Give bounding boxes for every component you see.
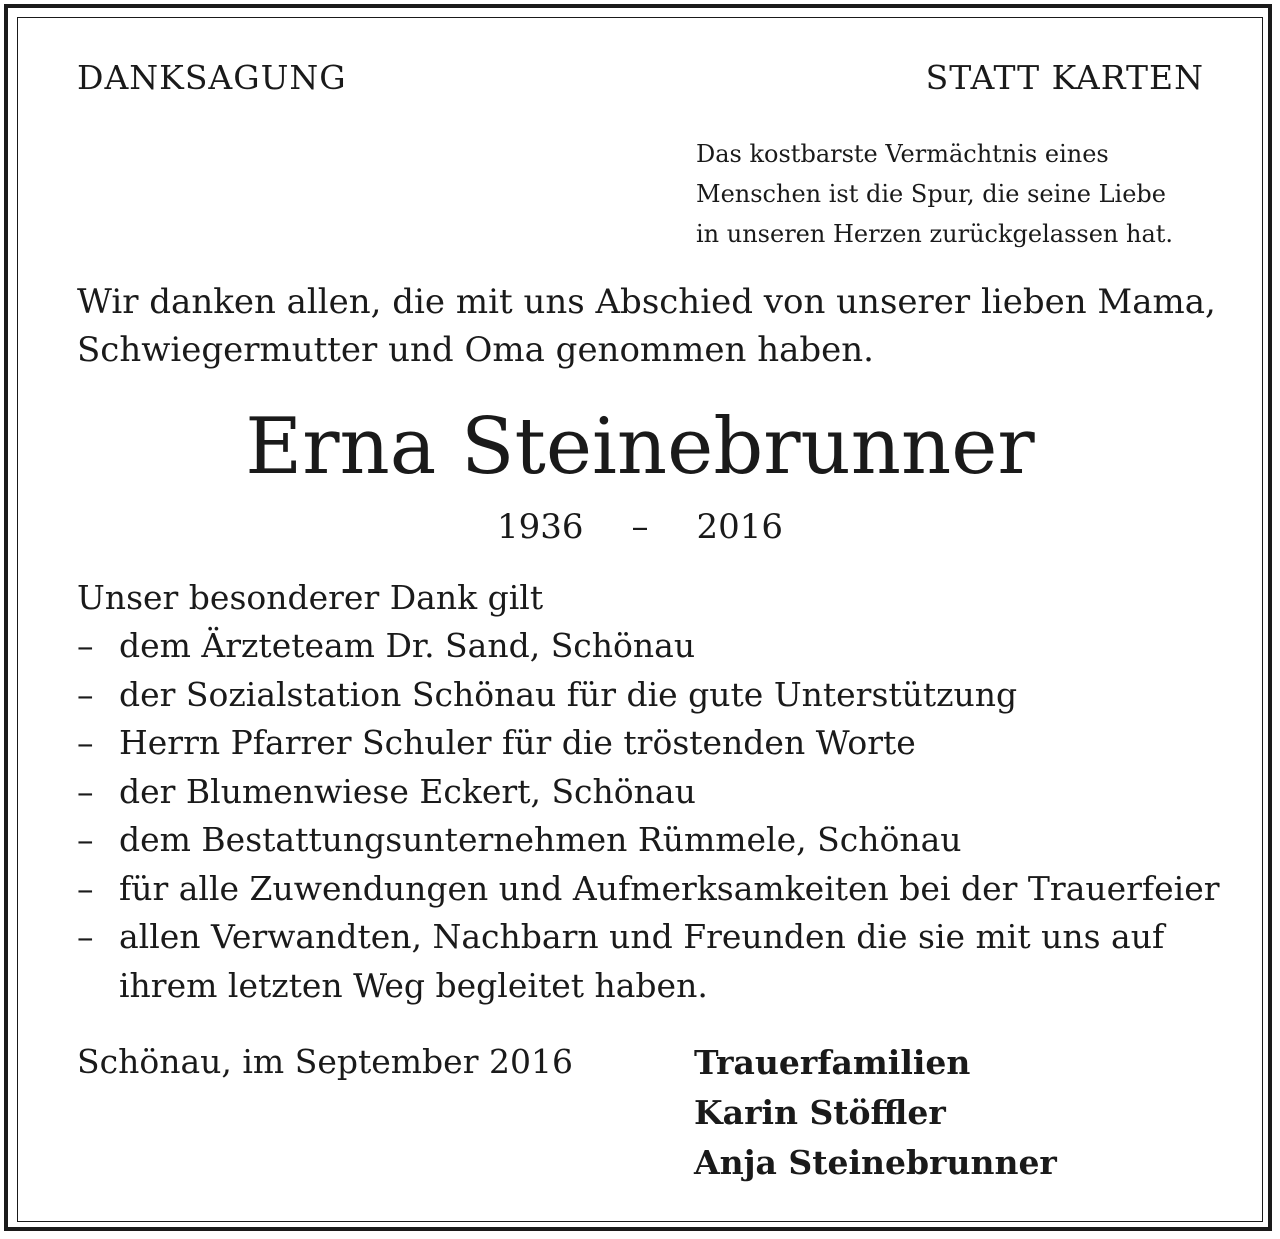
signers xyxy=(694,1038,1057,1188)
thanks-item-line: für alle Zuwendungen und Aufmerksamkeiten bei der Trauerfeier xyxy=(119,868,1220,908)
thanks-item xyxy=(77,768,1220,817)
thanks-item-line: dem Ärzteteam Dr. Sand, Schönau xyxy=(119,626,696,665)
thanks-item xyxy=(77,913,1220,1010)
thanks-item-line: allen Verwandten, Nachbarn und Freunden die sie mit uns auf xyxy=(119,917,1165,956)
dash-bullet: – xyxy=(77,674,94,714)
thanks-item-text xyxy=(119,671,1220,720)
signer: Anja Steinebrunner xyxy=(694,1143,1057,1182)
header-statt-karten: STATT KARTEN xyxy=(925,58,1204,97)
life-years xyxy=(0,505,1280,549)
header-danksagung: DANKSAGUNG xyxy=(77,58,347,97)
deceased-name: Erna Steinebrunner xyxy=(245,402,1035,492)
thanks-item-line: der Blumenwiese Eckert, Schönau xyxy=(119,771,696,811)
intro-line: Schwiegermutter und Oma genommen haben. xyxy=(77,330,874,370)
quote-line: Das kostbarste Vermächtnis eines xyxy=(696,140,1109,168)
dash-bullet: – xyxy=(77,771,94,811)
quote-line: in unseren Herzen zurückgelassen hat. xyxy=(696,220,1174,248)
signer: Trauerfamilien xyxy=(694,1043,971,1082)
thanks-intro: Unser besonderer Dank gilt xyxy=(77,578,544,617)
dash-bullet: – xyxy=(77,868,94,908)
birth-year: 1936 xyxy=(496,507,584,547)
thanks-item-text xyxy=(119,865,1220,914)
death-year: 2016 xyxy=(696,507,784,547)
thanks-item-line: der Sozialstation Schönau für die gute Unterstützung xyxy=(119,674,1018,714)
dash-bullet: – xyxy=(77,723,94,762)
thanks-item-text xyxy=(119,816,1220,865)
memorial-quote xyxy=(696,134,1173,254)
dash-bullet: – xyxy=(77,820,94,859)
thanks-item-line: ihrem letzten Weg begleitet haben. xyxy=(119,965,708,1005)
intro-line: Wir danken allen, die mit uns Abschied von unserer lieben Mama, xyxy=(77,282,1216,322)
dash-bullet: – xyxy=(77,917,94,956)
place-date: Schönau, im September 2016 xyxy=(77,1042,573,1081)
thanks-item xyxy=(77,816,1220,865)
quote-line: Menschen ist die Spur, die seine Liebe xyxy=(696,180,1166,208)
signer: Karin Stöffler xyxy=(694,1093,946,1132)
thanks-item-text xyxy=(119,622,1220,671)
thanks-item xyxy=(77,865,1220,914)
thanks-item-text xyxy=(119,719,1220,768)
thanks-item-text xyxy=(119,768,1220,817)
thanks-item xyxy=(77,719,1220,768)
dash-bullet: – xyxy=(77,626,94,665)
thanks-list xyxy=(77,622,1220,1010)
years-separator: – xyxy=(631,507,649,547)
thanks-item xyxy=(77,622,1220,671)
thanks-item xyxy=(77,671,1220,720)
thanks-item-line: dem Bestattungsunternehmen Rümmele, Schönau xyxy=(119,820,962,859)
thanks-item-text xyxy=(119,913,1220,1010)
thanks-item-line: Herrn Pfarrer Schuler für die tröstenden Worte xyxy=(119,723,916,762)
intro-text xyxy=(77,278,1216,374)
